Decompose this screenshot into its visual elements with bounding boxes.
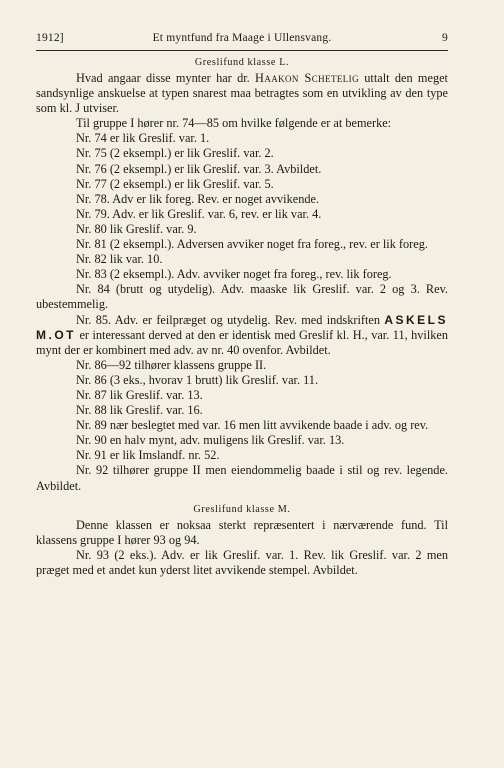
list-item: Nr. 87 lik Greslif. var. 13. — [76, 387, 203, 402]
list-item: Nr. 82 lik var. 10. — [76, 252, 163, 267]
list-item: Nr. 84 (brutt og utydelig). Adv. maaske lik Greslif. var. 2 og 3. Rev. ubestemmelig. — [36, 282, 448, 312]
paragraph: Denne klassen er noksaa sterkt repræsentert i nærværende fund. Til klassens gruppe I hører 93 og 94. — [36, 517, 448, 547]
list-item: Nr. 90 en halv mynt, adv. muligens lik Greslif. var. 13. — [76, 433, 345, 448]
paragraph-text: Hvad angaar disse mynter har dr. — [76, 71, 250, 85]
page-number: 9 — [442, 32, 448, 44]
paragraph-text: uttalt den meget sandsynlige anskuelse at typen snarest maa betragtes som en utvikling av den type som kl. J utviser. — [36, 71, 448, 116]
list-item: Nr. 79. Adv. er lik Greslif. var. 6, rev. er lik var. 4. — [76, 206, 322, 221]
list-item: Nr. 92 tilhører gruppe II men eiendommelig baade i stil og rev. legende. Avbildet. — [36, 463, 448, 493]
list-item: Nr. 89 nær beslegtet med var. 16 men litt avvikende baade i adv. og rev. — [76, 418, 429, 433]
list-item-text: Nr. 85. Adv. er feilpræget og utydelig. Rev. med indskriften — [76, 312, 380, 327]
list-item-text: er interessant derved at den er identisk med Greslif kl. H., var. 11, hvilken mynt der er kombinert med adv. av nr. 40 ovenfor. Avbildet. — [36, 327, 449, 357]
list-item: Nr. 83 (2 eksempl.). Adv. avviker noget fra foreg., rev. lik foreg. — [76, 267, 392, 282]
header-year: 1912] — [36, 32, 64, 44]
section-gap — [36, 494, 448, 502]
list-item: Nr. 77 (2 eksempl.) er lik Greslif. var. 5. — [76, 176, 274, 191]
list-item: Nr. 86 (3 eks., hvorav 1 brutt) lik Greslif. var. 11. — [76, 372, 319, 387]
running-header — [36, 32, 448, 48]
paragraph: Nr. 93 (2 eks.). Adv. er lik Greslif. var. 1. Rev. lik Greslif. var. 2 men præget med et andet kun yderst litet avvikende stempel. Avbildet. — [36, 547, 448, 577]
coin-inscription: ASKELS M.OT — [36, 312, 449, 342]
section-title-m: Greslifund klasse M. — [193, 503, 291, 515]
paragraph: Til gruppe I hører nr. 74—85 om hvilke følgende er at bemerke: — [76, 116, 392, 131]
list-item: Nr. 75 (2 eksempl.) er lik Greslif. var. 2. — [76, 146, 274, 161]
header-title: Et myntfund fra Maage i Ullensvang. — [152, 32, 332, 44]
paragraph — [36, 71, 448, 116]
list-item: Nr. 78. Adv er lik foreg. Rev. er noget avvikende. — [76, 191, 320, 206]
list-item: Nr. 74 er lik Greslif. var. 1. — [76, 131, 210, 146]
list-item: Nr. 86—92 tilhører klassens gruppe II. — [76, 357, 267, 372]
list-item: Nr. 81 (2 eksempl.). Adversen avviker noget fra foreg., rev. er lik foreg. — [76, 237, 428, 252]
list-item: Nr. 91 er lik Imslandf. nr. 52. — [76, 448, 220, 463]
author-name: Haakon Schetelig — [255, 71, 359, 85]
section-title-l: Greslifund klasse L. — [194, 57, 290, 68]
page-body — [36, 55, 448, 578]
list-item: Nr. 80 lik Greslif. var. 9. — [76, 221, 197, 236]
header-rule — [36, 50, 448, 51]
list-item: Nr. 76 (2 eksempl.) er lik Greslif. var. 3. Avbildet. — [76, 161, 322, 176]
list-item — [36, 313, 448, 358]
list-item: Nr. 88 lik Greslif. var. 16. — [76, 403, 203, 418]
